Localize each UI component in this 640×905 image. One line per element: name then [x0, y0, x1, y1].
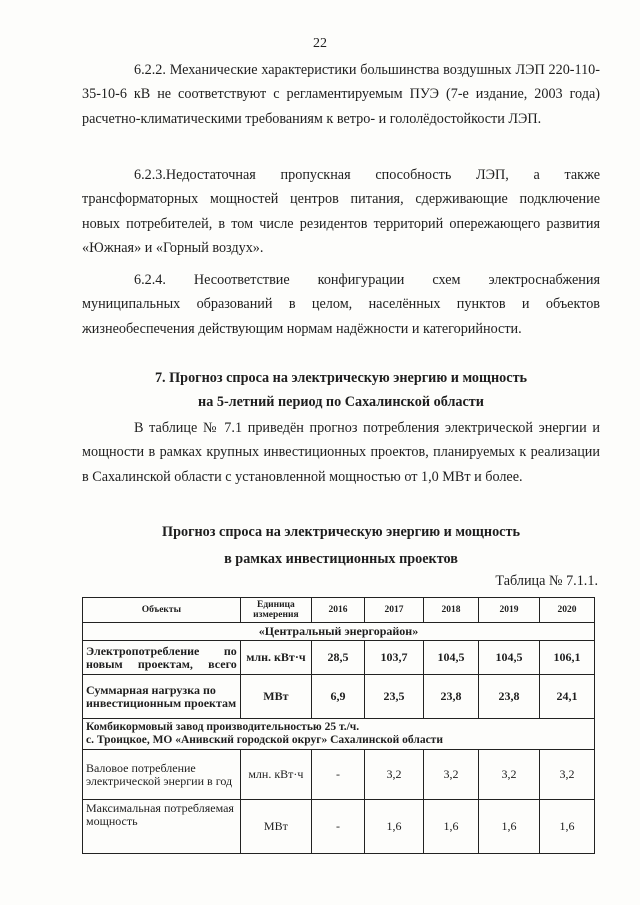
paragraph-6-2-4: [82, 268, 600, 341]
row-name: Валовое потребление электрической энергии в год: [83, 750, 241, 800]
paragraph-text: В таблице № 7.1 приведён прогноз потребления электрической энергии и мощности в рамках крупных инвестиционных проектов, планируемых к реализации в Сахалинской области с установленной мощностью от 1,0 МВт и более.: [82, 420, 600, 485]
group-title: «Центральный энергорайон»: [83, 623, 595, 641]
header-unit: Единица измерения: [240, 598, 311, 623]
value-cell: 104,5: [478, 641, 539, 675]
paragraph-text: 6.2.3.Недостаточная пропускная способность ЛЭП, а также трансформаторных мощностей центров питания, сдерживающие подключение новых потребителей, в том числе резидентов территорий опережающего развития «Южная» и «Горный воздух».: [82, 167, 600, 257]
group-row: [83, 623, 595, 641]
value-cell: 23,8: [478, 675, 539, 719]
row-unit: МВт: [240, 800, 311, 854]
forecast-table: [82, 597, 595, 854]
group-title: [83, 719, 595, 750]
row-name: Электропотребление по новым проектам, всего: [83, 641, 241, 675]
value-cell: 103,7: [364, 641, 423, 675]
section-heading-line2: на 5-летний период по Сахалинской области: [198, 394, 484, 410]
paragraph-6-2-2: [82, 58, 600, 131]
header-year: 2019: [478, 598, 539, 623]
header-year: 2017: [364, 598, 423, 623]
group-title-line2: с. Троицкое, МО «Анивский городской округ» Сахалинской области: [86, 734, 443, 746]
value-cell: 104,5: [423, 641, 478, 675]
value-cell: 3,2: [539, 750, 594, 800]
row-unit: МВт: [240, 675, 311, 719]
table-title-line1: Прогноз спроса на электрическую энергию и мощность: [162, 524, 520, 540]
value-cell: 23,5: [364, 675, 423, 719]
value-cell: 1,6: [539, 800, 594, 854]
row-unit: млн. кВт·ч: [240, 750, 311, 800]
paragraph-6-2-3: [82, 163, 600, 261]
intro-paragraph: [82, 416, 600, 489]
value-cell: 28,5: [312, 641, 365, 675]
value-cell: 24,1: [539, 675, 594, 719]
value-cell: 1,6: [364, 800, 423, 854]
table-title: [82, 520, 600, 571]
table-row: [83, 750, 595, 800]
row-name: Суммарная нагрузка по инвестиционным проектам: [83, 675, 241, 719]
value-cell: 3,2: [478, 750, 539, 800]
value-cell: 1,6: [478, 800, 539, 854]
section-heading: [82, 366, 600, 414]
header-year: 2016: [312, 598, 365, 623]
group-row: [83, 719, 595, 750]
row-unit: млн. кВт·ч: [240, 641, 311, 675]
section-heading-line1: 7. Прогноз спроса на электрическую энергию и мощность: [154, 370, 528, 386]
value-cell: 3,2: [423, 750, 478, 800]
header-objects: Объекты: [83, 598, 241, 623]
paragraph-text: 6.2.2. Механические характеристики большинства воздушных ЛЭП 220-110-35-10-6 кВ не соответствуют с регламентируемым ПУЭ (7-е издание, 2003 года) расчетно-климатическими требованиям к ветро- и гололёдостойкости ЛЭП.: [82, 62, 600, 127]
table-caption: Таблица № 7.1.1.: [495, 573, 598, 589]
header-year: 2018: [423, 598, 478, 623]
value-cell: 23,8: [423, 675, 478, 719]
value-cell: 6,9: [312, 675, 365, 719]
table-header-row: [83, 598, 595, 623]
header-year: 2020: [539, 598, 594, 623]
group-title-line1: Комбикормовый завод производительностью 25 т./ч.: [86, 721, 360, 733]
value-cell: -: [312, 750, 365, 800]
value-cell: -: [312, 800, 365, 854]
paragraph-text: 6.2.4. Несоответствие конфигурации схем электроснабжения муниципальных образований в целом, населённых пунктов и объектов жизнеобеспечения действующим нормам надёжности и категорийности.: [82, 272, 600, 337]
row-name: Максимальная потребляемая мощность: [83, 800, 241, 854]
page-number: 22: [313, 36, 327, 51]
value-cell: 106,1: [539, 641, 594, 675]
table-row: [83, 675, 595, 719]
value-cell: 3,2: [364, 750, 423, 800]
table-row: [83, 641, 595, 675]
table-title-line2: в рамках инвестиционных проектов: [224, 551, 458, 567]
value-cell: 1,6: [423, 800, 478, 854]
table-row: [83, 800, 595, 854]
